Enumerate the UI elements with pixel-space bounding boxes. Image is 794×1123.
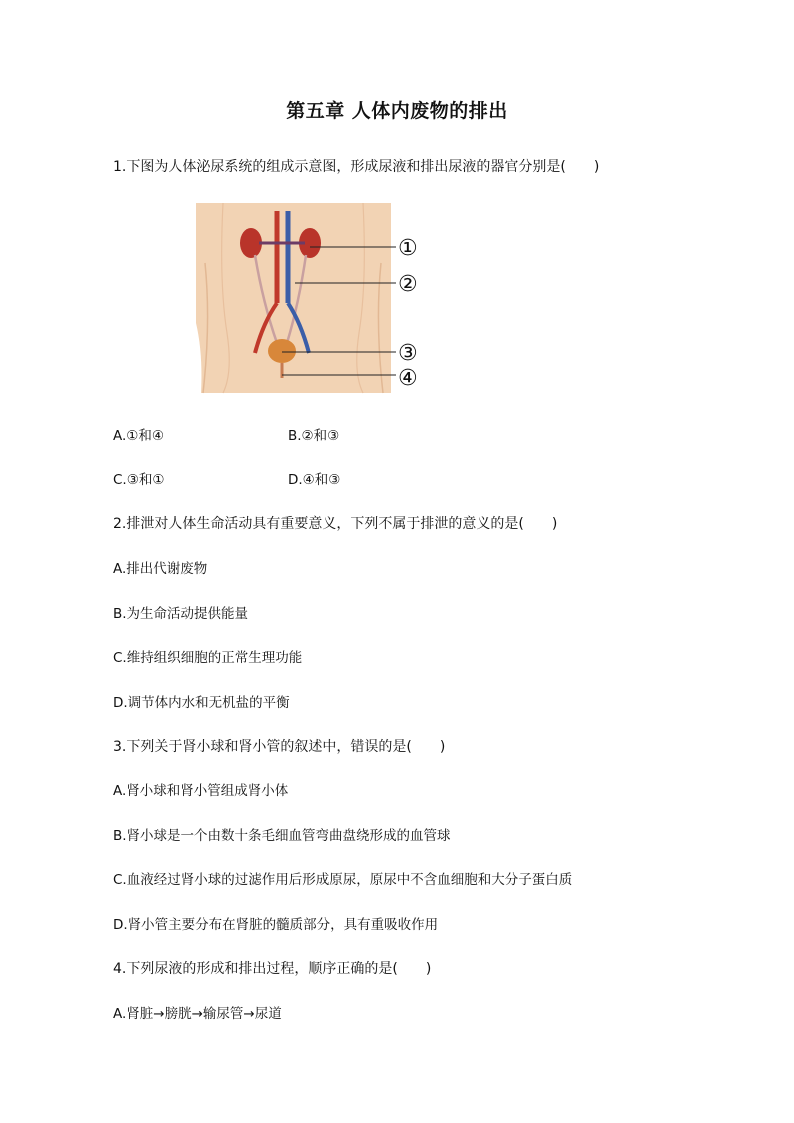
question-4-option-a: A.肾脏→膀胱→输尿管→尿道 (113, 1006, 282, 1022)
figure-label-2: ② (398, 272, 418, 297)
question-1-stem: 1.下图为人体泌尿系统的组成示意图，形成尿液和排出尿液的器官分别是( ) (113, 159, 600, 175)
question-2-stem: 2.排泄对人体生命活动具有重要意义，下列不属于排泄的意义的是( ) (113, 516, 558, 532)
question-3-stem: 3.下列关于肾小球和肾小管的叙述中，错误的是( ) (113, 739, 446, 755)
question-1-option-a: A.①和④ (113, 428, 164, 444)
figure-label-4: ④ (398, 366, 418, 391)
question-3-option-c: C.血液经过肾小球的过滤作用后形成原尿，原尿中不含血细胞和大分子蛋白质 (113, 872, 573, 888)
question-1-option-c: C.③和① (113, 472, 165, 488)
question-2-option-a: A.排出代谢废物 (113, 561, 208, 577)
question-2-option-d: D.调节体内水和无机盐的平衡 (113, 695, 290, 711)
question-1-option-d: D.④和③ (288, 472, 341, 488)
question-3-option-b: B.肾小球是一个由数十条毛细血管弯曲盘绕形成的血管球 (113, 828, 451, 844)
figure-label-3: ③ (398, 341, 418, 366)
body-silhouette (196, 203, 391, 393)
question-3-option-a: A.肾小球和肾小管组成肾小体 (113, 783, 289, 799)
question-4-stem: 4.下列尿液的形成和排出过程，顺序正确的是( ) (113, 961, 432, 977)
figure-label-1: ① (398, 236, 418, 261)
left-kidney (240, 228, 262, 258)
bladder (268, 339, 296, 363)
question-3-option-d: D.肾小管主要分布在肾脏的髓质部分，具有重吸收作用 (113, 917, 439, 933)
page-title: 第五章 人体内废物的排出 (286, 100, 508, 122)
urinary-system-figure (193, 203, 428, 395)
urinary-system-illustration (193, 203, 428, 395)
question-2-option-c: C.维持组织细胞的正常生理功能 (113, 650, 303, 666)
question-1-option-b: B.②和③ (288, 428, 340, 444)
question-2-option-b: B.为生命活动提供能量 (113, 606, 249, 622)
